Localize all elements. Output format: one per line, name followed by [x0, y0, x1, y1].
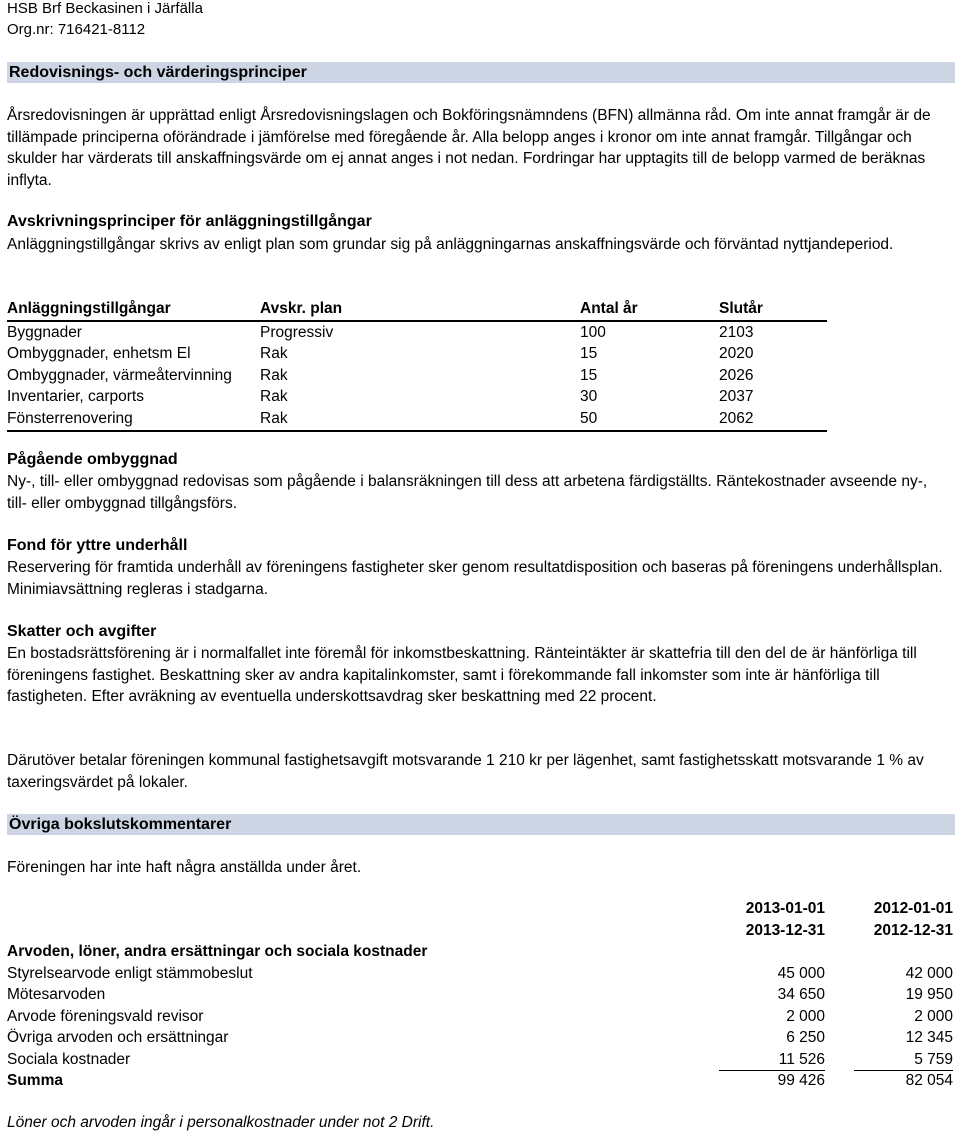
- employees-text: Föreningen har inte haft några anställda under året.: [7, 859, 362, 876]
- table-bottom-rule: [7, 429, 827, 432]
- asset-plan: Rak: [260, 388, 288, 405]
- value-2012: 12 345: [905, 1029, 953, 1046]
- asset-plan: Rak: [260, 345, 288, 362]
- row-label: Övriga arvoden och ersättningar: [7, 1029, 229, 1046]
- period-2013-from: 2013-01-01: [745, 900, 825, 917]
- period-2012-to: 2012-12-31: [873, 921, 953, 939]
- asset-years: 30: [580, 388, 598, 405]
- period-from-row: [7, 898, 953, 920]
- table-row: [7, 365, 827, 387]
- asset-name: Ombyggnader, värmeåtervinning: [7, 366, 232, 384]
- table-row: [7, 1006, 953, 1028]
- value-2013: 45 000: [777, 964, 825, 982]
- period-to-row: [7, 920, 953, 942]
- asset-end-year: 2062: [719, 409, 754, 427]
- period-2013-to: 2013-12-31: [745, 921, 825, 939]
- table-row: [7, 1027, 953, 1049]
- asset-name: Byggnader: [7, 323, 82, 341]
- asset-end-year: 2103: [719, 323, 754, 341]
- table-row: [7, 408, 827, 430]
- asset-plan: Progressiv: [260, 323, 334, 341]
- asset-name: Fönsterrenovering: [7, 409, 133, 427]
- total-2012: 82 054: [905, 1072, 953, 1089]
- value-2012: 5 759: [854, 1049, 953, 1072]
- total-row: [7, 1070, 953, 1092]
- table-row: [7, 343, 827, 365]
- row-label: Mötesarvoden: [7, 986, 106, 1003]
- depreciation-text: Anläggningstillgångar skrivs av enligt plan som grundar sig på anläggningarnas anskaffningsvärde och förväntad nyttjandeperiod.: [7, 236, 894, 253]
- ongoing-construction-title: Pågående ombyggnad: [7, 451, 178, 468]
- total-label: Summa: [7, 1072, 63, 1089]
- table-row: [7, 1049, 953, 1071]
- section-title-other-comments: Övriga bokslutskommentarer: [7, 814, 955, 835]
- asset-name: Ombyggnader, enhetsm El: [7, 345, 191, 362]
- asset-end-year: 2020: [719, 345, 754, 362]
- value-2012: 2 000: [914, 1007, 953, 1025]
- value-2013: 6 250: [786, 1029, 825, 1046]
- asset-end-year: 2026: [719, 366, 754, 384]
- row-label: Arvode föreningsvald revisor: [7, 1007, 204, 1025]
- header-depreciation-plan: Avskr. plan: [260, 300, 343, 317]
- asset-table-header: [7, 298, 827, 322]
- taxes-title: Skatter och avgifter: [7, 623, 157, 640]
- depreciation-title: Avskrivningsprinciper för anläggningstillgångar: [7, 213, 372, 230]
- organization-number: Org.nr: 716421-8112: [7, 21, 146, 38]
- asset-end-year: 2037: [719, 388, 754, 405]
- value-2013: 34 650: [777, 986, 825, 1003]
- organization-name: HSB Brf Beckasinen i Järfälla: [7, 0, 203, 17]
- asset-plan: Rak: [260, 366, 288, 384]
- value-2013: 2 000: [786, 1007, 825, 1025]
- compensation-table: [7, 898, 953, 1092]
- value-2012: 42 000: [905, 964, 953, 982]
- asset-name: Inventarier, carports: [7, 388, 144, 405]
- table-row: [7, 386, 827, 408]
- header-asset: Anläggningstillgångar: [7, 300, 171, 317]
- row-label: Styrelsearvode enligt stämmobeslut: [7, 964, 253, 982]
- compensation-heading: Arvoden, löner, andra ersättningar och sociala kostnader: [7, 943, 428, 960]
- asset-table: [7, 298, 827, 432]
- total-2013: 99 426: [777, 1072, 825, 1089]
- table-row: [7, 322, 827, 344]
- asset-years: 15: [580, 366, 598, 384]
- ongoing-construction-text: Ny-, till- eller ombyggnad redovisas som pågående i balansräkningen till dess att arbetena färdigställts. Räntekostnader avseende ny-, till- eller ombyggnad tillgångsförs.: [7, 473, 928, 512]
- table-row: [7, 963, 953, 985]
- asset-years: 15: [580, 345, 598, 362]
- asset-years: 100: [580, 323, 606, 341]
- asset-years: 50: [580, 409, 598, 427]
- accounting-principles-text: Årsredovisningen är upprättad enligt Årsredovisningslagen och Bokföringsnämndens (BFN) allmänna råd. Om inte annat framgår är de tillämpade principerna oförändrade i jämförelse med föregående år. Alla belopp anges i kronor om inte annat framgår. Tillgångar och skulder har värderats till anskaffningsvärde om ej annat anges i not nedan. Fordringar har upptagits till de belopp varmed de beräknas inflyta.: [7, 107, 931, 189]
- period-2012-from: 2012-01-01: [873, 900, 953, 917]
- value-2012: 19 950: [905, 986, 953, 1003]
- taxes-text-2: Därutöver betalar föreningen kommunal fastighetsavgift motsvarande 1 210 kr per lägenhet, samt fastighetsskatt motsvarande 1 % av taxeringsvärdet på lokaler.: [7, 752, 924, 791]
- header-end-year: Slutår: [719, 300, 763, 317]
- header-years: Antal år: [580, 300, 638, 317]
- asset-plan: Rak: [260, 409, 288, 427]
- value-2013: 11 526: [719, 1049, 825, 1072]
- section-title-accounting-principles: Redovisnings- och värderingsprinciper: [7, 62, 955, 83]
- row-label: Sociala kostnader: [7, 1050, 131, 1068]
- taxes-text-1: En bostadsrättsförening är i normalfallet inte föremål för inkomstbeskattning. Ränteintäkter är skattefria till den del de är hänförliga till föreningens fastighet. Beskattning sker av andra kapitalinkomster, samt i förekommande fall inkomster som inte är hänförliga till fastigheten. Efter avräkning av eventuella underskottsavdrag sker beskattning med 22 procent.: [7, 645, 917, 705]
- footnote: Löner och arvoden ingår i personalkostnader under not 2 Drift.: [7, 1114, 435, 1131]
- maintenance-fund-title: Fond för yttre underhåll: [7, 537, 188, 554]
- table-row: [7, 984, 953, 1006]
- maintenance-fund-text: Reservering för framtida underhåll av föreningens fastigheter sker genom resultatdisposition och baseras på föreningens underhållsplan. Minimiavsättning regleras i stadgarna.: [7, 559, 943, 598]
- compensation-heading-row: [7, 941, 953, 963]
